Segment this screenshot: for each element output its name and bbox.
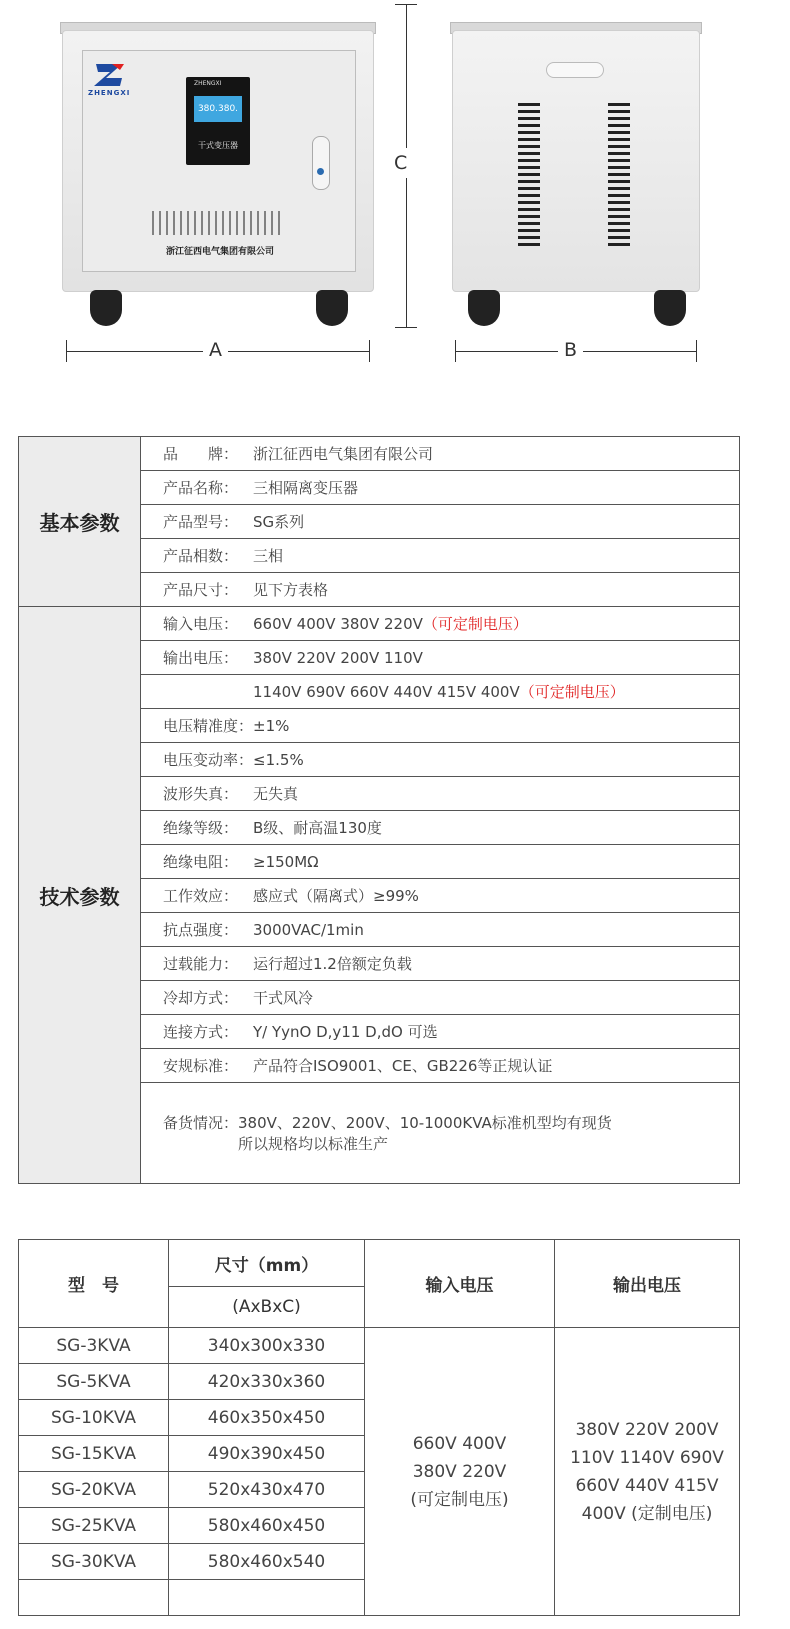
model-size: 460x350x450 xyxy=(169,1400,365,1436)
model-table xyxy=(18,1239,740,1616)
spec-label: 产品型号： xyxy=(163,513,239,531)
stock-line: 所以规格均以标准生产 xyxy=(238,1135,389,1153)
model-name: SG-3KVA xyxy=(19,1328,169,1364)
dimension-c-tick xyxy=(395,4,417,5)
spec-label: 产品相数： xyxy=(163,547,239,565)
dimension-a-tick xyxy=(66,340,67,362)
spec-label: 过载能力： xyxy=(163,955,239,973)
spec-cell xyxy=(141,607,740,641)
model-size: 580x460x540 xyxy=(169,1544,365,1580)
brand-logo-icon xyxy=(92,62,126,88)
spec-value: ±1% xyxy=(253,717,290,735)
spec-value: 3000VAC/1min xyxy=(253,921,364,939)
stock-lines xyxy=(238,1112,612,1154)
spec-table xyxy=(18,436,740,1184)
spec-cell xyxy=(141,437,740,471)
spec-category: 技术参数 xyxy=(19,607,141,1184)
stock-block xyxy=(163,1112,739,1154)
display-reading: 380.380. xyxy=(194,96,242,122)
spec-cell xyxy=(141,641,740,675)
spec-value: ≤1.5% xyxy=(253,751,304,769)
spec-cell xyxy=(141,777,740,811)
dimension-b-tick xyxy=(696,340,697,362)
dimension-a-tick xyxy=(369,340,370,362)
dimension-c-label: C xyxy=(392,148,409,178)
spec-label: 抗点强度： xyxy=(163,921,239,939)
stock-line: 380V、220V、200V、10-1000KVA标准机型均有现货 xyxy=(238,1114,612,1132)
spec-value: SG系列 xyxy=(253,513,305,531)
model-size: 340x300x330 xyxy=(169,1328,365,1364)
indicator-light-icon xyxy=(317,168,324,175)
model-name: SG-10KVA xyxy=(19,1400,169,1436)
spec-cell xyxy=(141,981,740,1015)
custom-voltage-note: （可定制电压） xyxy=(422,615,528,633)
model-name: SG-30KVA xyxy=(19,1544,169,1580)
door-handle xyxy=(312,136,330,190)
caster-wheel-icon xyxy=(654,290,686,326)
spec-value: 1140V 690V 660V 440V 415V 400V xyxy=(253,683,520,701)
spec-value: 干式风冷 xyxy=(253,989,314,1007)
caster-wheel-icon xyxy=(468,290,500,326)
output-voltage-line: 660V 440V 415V xyxy=(575,1475,719,1496)
spec-label: 冷却方式： xyxy=(163,989,239,1007)
display-caption: 干式变压器 xyxy=(198,141,238,150)
dimension-c-tick xyxy=(395,327,417,328)
front-vents xyxy=(152,211,282,235)
spec-label: 产品尺寸： xyxy=(163,581,239,599)
header-size: 尺寸（mm） xyxy=(169,1240,365,1287)
spec-cell xyxy=(141,743,740,777)
spec-row xyxy=(19,607,740,641)
model-size: 420x330x360 xyxy=(169,1364,365,1400)
spec-label: 产品名称： xyxy=(163,479,239,497)
model-size: 580x460x450 xyxy=(169,1508,365,1544)
output-voltage-cell xyxy=(555,1328,740,1616)
spec-value: ≥150MΩ xyxy=(253,853,319,871)
spec-label: 电压变动率： xyxy=(163,751,254,769)
spec-value: 无失真 xyxy=(253,785,299,803)
output-voltage-line: 110V 1140V 690V xyxy=(570,1447,724,1468)
spec-label: 输出电压： xyxy=(163,649,239,667)
spec-label: 安规标准： xyxy=(163,1057,239,1075)
display-brand: ZHENGXI xyxy=(194,80,222,87)
spec-cell xyxy=(141,947,740,981)
spec-cell xyxy=(141,1015,740,1049)
model-size xyxy=(169,1580,365,1616)
input-voltage-line: 380V 220V xyxy=(412,1461,507,1482)
model-name: SG-20KVA xyxy=(19,1472,169,1508)
spec-value: B级、耐高温130度 xyxy=(253,819,382,837)
spec-label: 输入电压： xyxy=(163,615,239,633)
spec-value: 运行超过1.2倍额定负载 xyxy=(253,955,412,973)
model-name: SG-5KVA xyxy=(19,1364,169,1400)
spec-label: 波形失真： xyxy=(163,785,239,803)
model-row xyxy=(19,1328,740,1364)
side-grille xyxy=(518,103,540,247)
spec-label: 电压精准度： xyxy=(163,717,254,735)
spec-value: 660V 400V 380V 220V xyxy=(253,615,423,633)
spec-value: 感应式（隔离式）≥99% xyxy=(253,887,419,905)
brand-logo-text: ZHENGXI xyxy=(88,89,131,97)
dimension-b-label: B xyxy=(558,339,583,361)
spec-value: 浙江征西电气集团有限公司 xyxy=(253,445,434,463)
model-name xyxy=(19,1580,169,1616)
model-name: SG-25KVA xyxy=(19,1508,169,1544)
input-voltage-line: 660V 400V xyxy=(412,1433,507,1454)
dimension-a-label: A xyxy=(203,339,228,361)
side-grille xyxy=(608,103,630,247)
spec-category: 基本参数 xyxy=(19,437,141,607)
custom-voltage-note: （可定制电压） xyxy=(519,683,625,701)
model-name: SG-15KVA xyxy=(19,1436,169,1472)
spec-cell xyxy=(141,845,740,879)
spec-cell xyxy=(141,471,740,505)
spec-cell xyxy=(141,675,740,709)
spec-label: 连接方式： xyxy=(163,1023,239,1041)
input-voltage-cell xyxy=(365,1328,555,1616)
spec-cell xyxy=(141,709,740,743)
header-model: 型 号 xyxy=(19,1240,169,1328)
output-voltage-line: 400V (定制电压) xyxy=(581,1503,713,1524)
input-voltage-line: (可定制电压) xyxy=(410,1489,509,1510)
model-size: 520x430x470 xyxy=(169,1472,365,1508)
spec-value: Y/ YynO D,y11 D,dO 可选 xyxy=(253,1023,438,1041)
spec-value: 380V 220V 200V 110V xyxy=(253,649,423,667)
output-voltage-line: 380V 220V 200V xyxy=(575,1419,719,1440)
spec-cell xyxy=(141,1083,740,1184)
header-size-sub: (AxBxC) xyxy=(169,1287,365,1328)
spec-cell xyxy=(141,913,740,947)
company-nameplate: 浙江征西电气集团有限公司 xyxy=(165,247,274,257)
header-output-voltage: 输出电压 xyxy=(555,1240,740,1328)
spec-label: 工作效应： xyxy=(163,887,239,905)
spec-label: 备货情况： xyxy=(163,1114,239,1132)
spec-value: 三相隔离变压器 xyxy=(253,479,359,497)
spec-value: 产品符合ISO9001、CE、GB226等正规认证 xyxy=(253,1057,553,1075)
spec-cell xyxy=(141,1049,740,1083)
dimension-b-tick xyxy=(455,340,456,362)
spec-label: 品 牌： xyxy=(163,445,239,463)
caster-wheel-icon xyxy=(316,290,348,326)
spec-row xyxy=(19,437,740,471)
spec-cell xyxy=(141,505,740,539)
spec-value: 三相 xyxy=(253,547,284,565)
spec-label: 绝缘电阻： xyxy=(163,853,239,871)
spec-cell xyxy=(141,811,740,845)
spec-value: 见下方表格 xyxy=(253,581,329,599)
header-input-voltage: 输入电压 xyxy=(365,1240,555,1328)
caster-wheel-icon xyxy=(90,290,122,326)
spec-label: 绝缘等级： xyxy=(163,819,239,837)
spec-cell xyxy=(141,573,740,607)
model-size: 490x390x450 xyxy=(169,1436,365,1472)
side-handle xyxy=(546,62,604,78)
spec-cell xyxy=(141,539,740,573)
spec-cell xyxy=(141,879,740,913)
